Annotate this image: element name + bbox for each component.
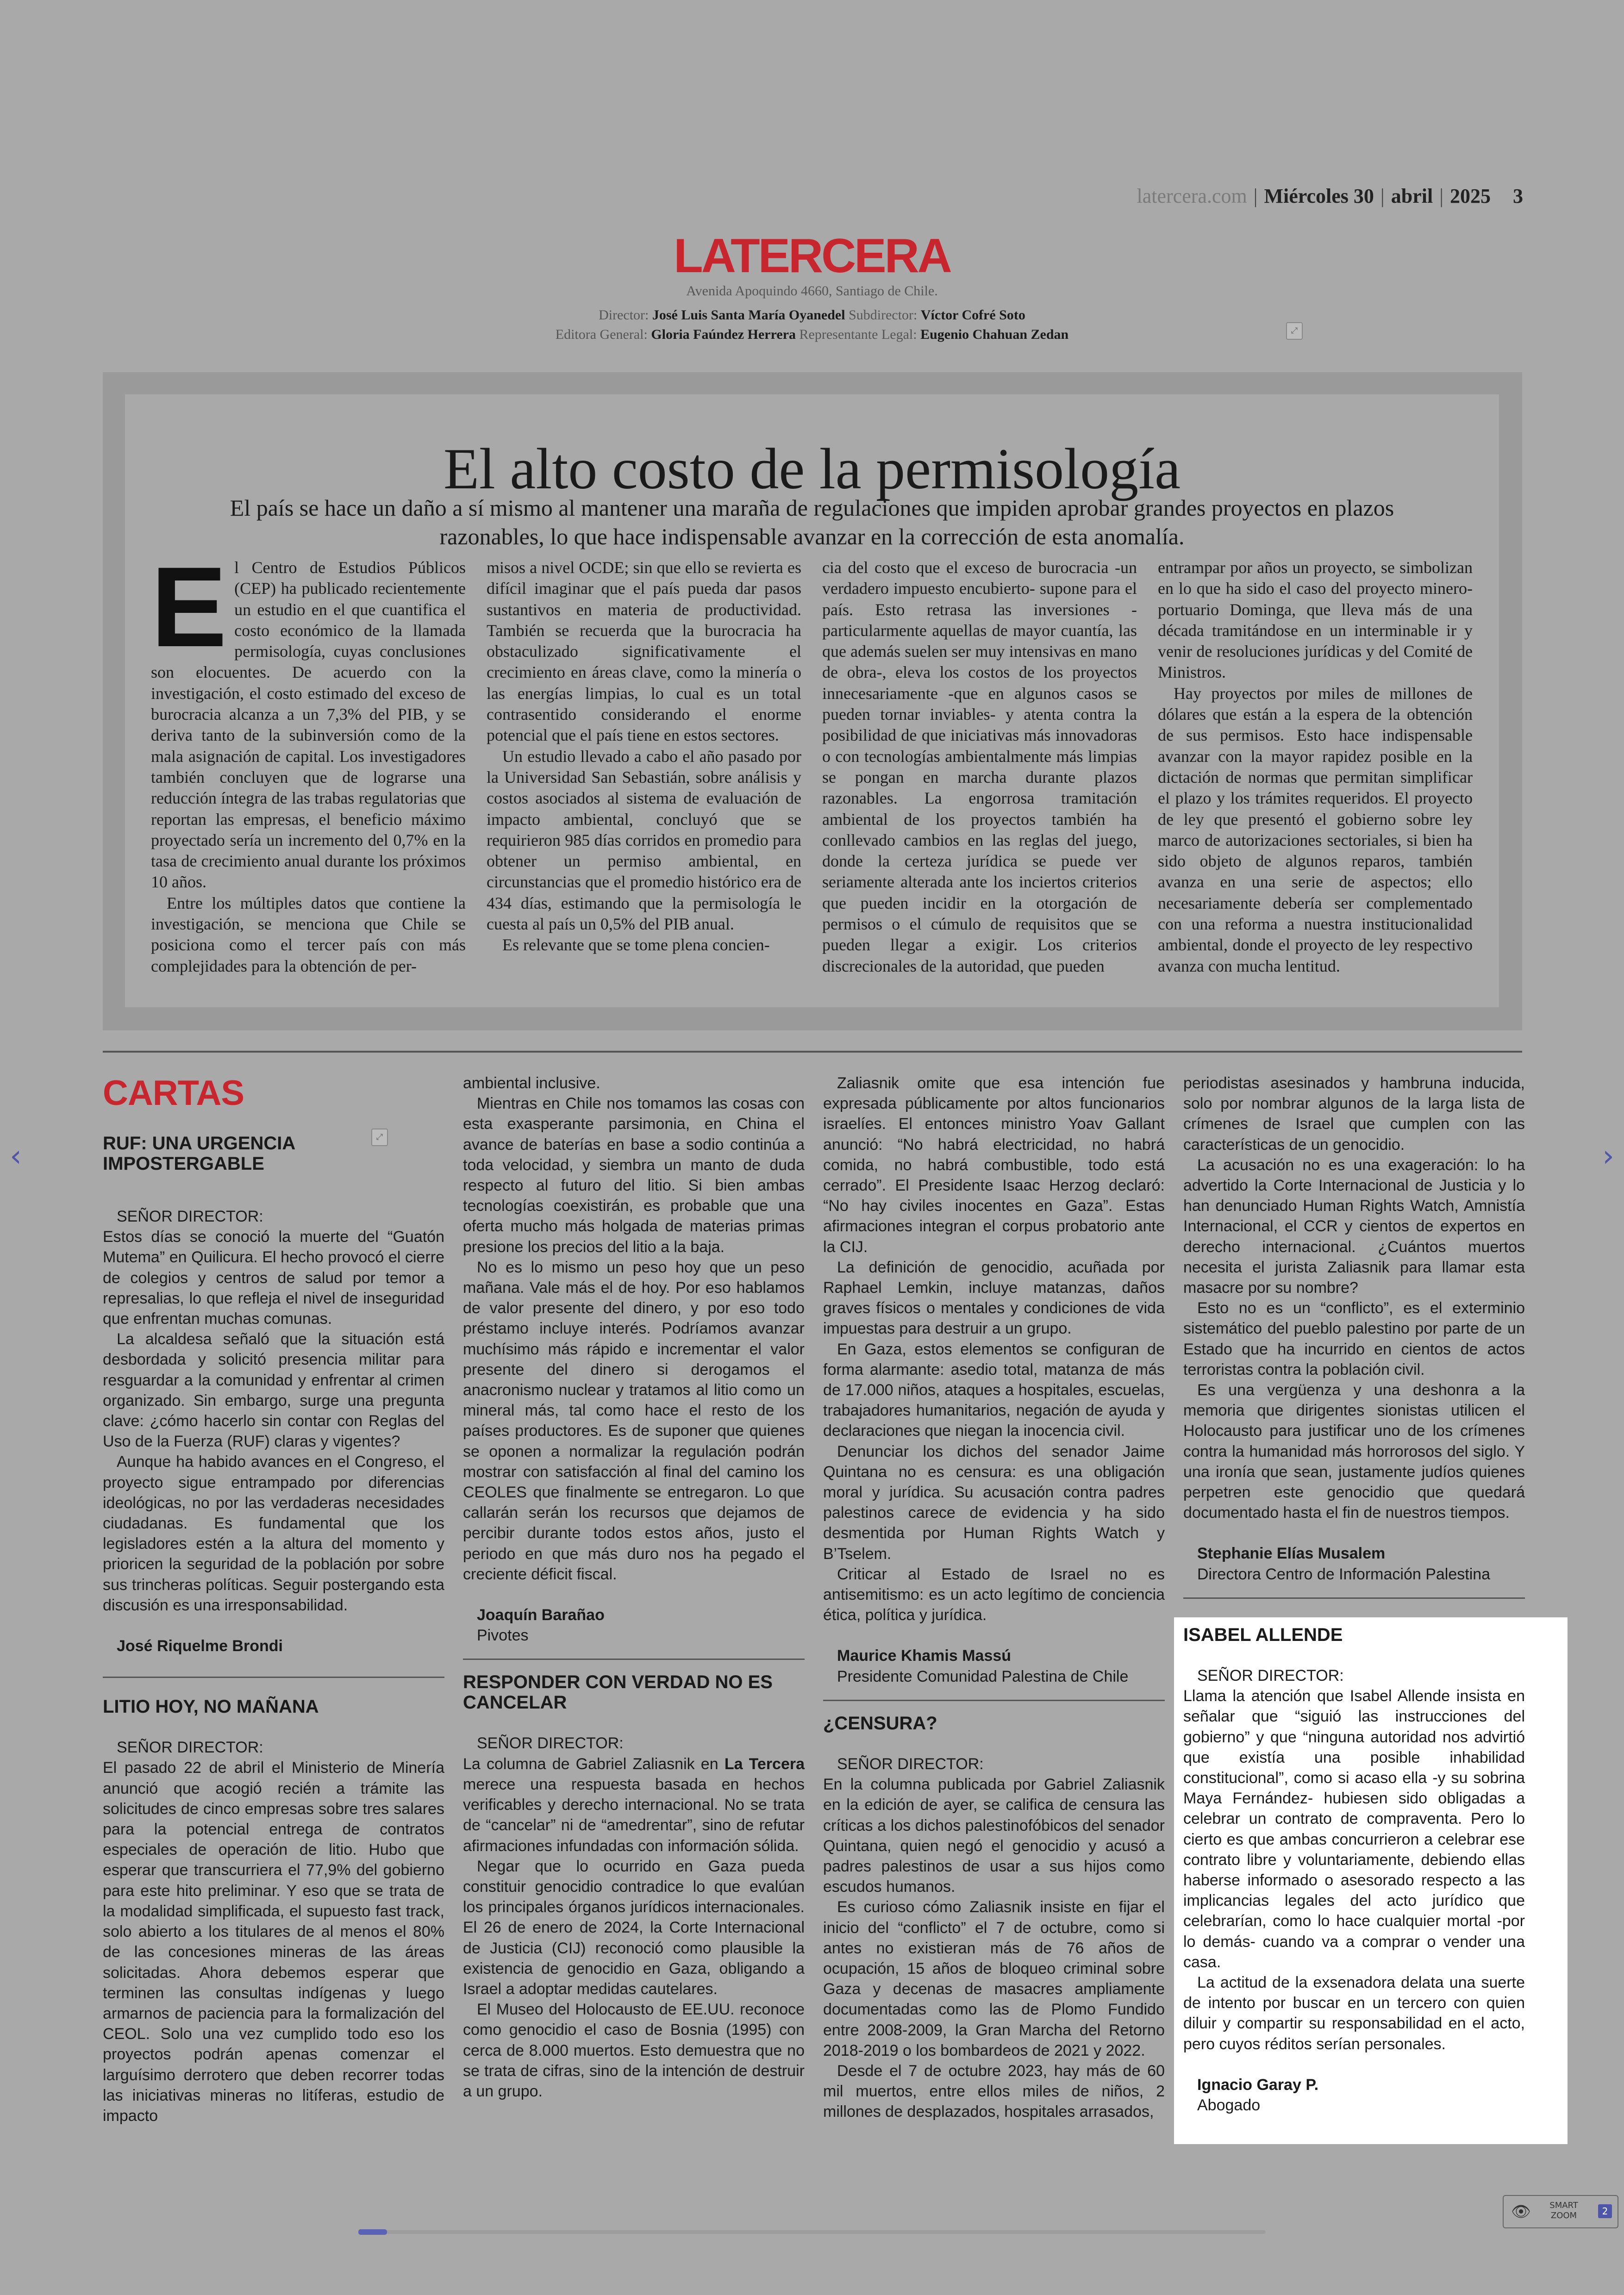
editorial-paragraph: Un estudio llevado a cabo el año pasado por la Universidad San Sebastián, sobre análisis y costos asociados al sistema de evaluación de impacto ambiental, concluyó que se requirieron 985 días corridos en promedio para obtener un permiso ambiental, en circunstancias que el promedio histórico era de 434 días, estimando que la permisología le cuesta al país un 0,5% del PIB anual. bbox=[487, 747, 801, 934]
next-page-button[interactable] bbox=[1594, 1133, 1622, 1179]
letter-signature: José Riquelme Brondi bbox=[117, 1637, 283, 1655]
letters-column-2 bbox=[463, 1073, 805, 2102]
letter-paragraph: La alcaldesa señaló que la situación está desbordada y solicitó presencia militar para resguardar a la comunidad y enfrentar al crimen organizado. Sin embargo, surge una pregunta clave: ¿cómo hacerlo sin contar con Reglas del Uso de la Fuerza (RUF) claras y vigentes? bbox=[103, 1330, 444, 1451]
editorial-subtitle: El país se hace un daño a sí mismo al mantener una maraña de regulaciones que impiden aprobar grandes proyectos en plazos razonables, lo que hace indispensable avanzar en la corrección de esta anomalía. bbox=[230, 495, 1394, 549]
editorial-paragraph: Entre los múltiples datos que contiene la investigación, se menciona que Chile se posiciona como el tercer país con más complejidades para la obtención de per- bbox=[151, 893, 466, 975]
letter-paragraph: ambiental inclusive. bbox=[463, 1074, 600, 1092]
prev-page-button[interactable] bbox=[2, 1133, 30, 1179]
editorial-column-3 bbox=[822, 557, 1137, 1002]
zoom-region-icon[interactable]: ⤢ bbox=[1286, 322, 1303, 340]
chevron-right-icon: › bbox=[1602, 1139, 1614, 1173]
drop-cap: E bbox=[151, 557, 227, 671]
letter-paragraph: periodistas asesinados y hambruna inducida, solo por nombrar algunos de la larga lista de crímenes de Israel que cumplen con las características de un genocidio. bbox=[1183, 1074, 1525, 1154]
letter-paragraph: Zaliasnik omite que esa intención fue expresada públicamente por altos funcionarios israelíes. El entonces ministro Yoav Gallant anunció: “No habrá electricidad, no habrá comida, no habrá combustible, todo está cerrado”. El Presidente Isaac Herzog declaró: “No hay civiles inocentes en Gaza”. Estas afirmaciones integran el corpus probatorio ante la CIJ. bbox=[823, 1074, 1165, 1256]
letters-column-4 bbox=[1183, 1073, 1525, 1599]
section-title-cartas: CARTAS bbox=[103, 1073, 244, 1113]
letter-title: RESPONDER CON VERDAD NO ES CANCELAR bbox=[463, 1672, 773, 1713]
letter-signature: Joaquín Barañao bbox=[477, 1606, 605, 1624]
letter-salutation: SEÑOR DIRECTOR: bbox=[117, 1208, 263, 1225]
smart-zoom-label: ZOOM bbox=[1550, 2211, 1577, 2220]
letter-salutation: SEÑOR DIRECTOR: bbox=[477, 1734, 624, 1752]
smart-zoom-badge: 2 bbox=[1598, 2204, 1612, 2218]
editorial-inner bbox=[125, 394, 1499, 1007]
letter-title: LITIO HOY, NO MAÑANA bbox=[103, 1696, 319, 1717]
letter-paragraph: Denunciar los dichos del senador Jaime Quintana no es censura: es una obligación moral y jurídica. Su acusación contra padres palestinos carece de evidencia y ha sido desmentida por Human Rights Watch y B’Tselem. bbox=[823, 1442, 1165, 1563]
editorial-paragraph: Hay proyectos por miles de millones de dólares que están a la espera de la obtención de sus permisos. Esto hace indispensable avanzar con la mayor rapidez posible en la dictación de normas que permitan simplificar el plazo y los trámites requeridos. El proyecto de ley que presentó el gobierno sobre ley marco de autorizaciones sectoriales, si bien ha sido objeto de algunos reparos, también avanza en una serie de aspectos; ello necesariamente debería ser complementado con una reforma a nuestra institucionalidad ambiental, donde el proyecto de ley respectivo avanza con mucha lentitud. bbox=[1158, 684, 1473, 975]
letter-paragraph: Mientras en Chile nos tomamos las cosas con esta exasperante parsimonia, en China el avance de baterías en base a sodio continúa a toda velocidad, y siembra un manto de duda respecto al futuro del litio. Si bien ambas tecnologías coexistirán, es probable que una oferta mucho más holgada de materias primas presione los precios del litio a la baja. bbox=[463, 1095, 805, 1256]
letter-paragraph: El pasado 22 de abril el Ministerio de Minería anunció que acogió recién a trámite las solicitudes de cinco empresas sobre tres salares para la potencial entrega de contratos especiales de operación de litio. Hubo que esperar que transcurriera el 77,9% del gobierno para este hito preliminar. Y eso que se trata de la modalidad simplificada, el supuesto fast track, solo abierto a los titulares de al menos el 80% de las concesiones mineras de las áreas solicitadas. Ahora debemos esperar que terminen las consultas indígenas y luego armarnos de paciencia para la formalización del CEOL. Solo una vez cumplido todo eso los proyectos podrán apenas comenzar el larguísimo derrotero que deben recorrer todas las iniciativas mineras no litíferas, estudio de impacto bbox=[103, 1759, 444, 2125]
horizontal-scrollbar[interactable] bbox=[358, 2230, 1266, 2234]
letter-paragraph: Es una vergüenza y una deshonra a la memoria que dirigentes sionistas utilicen el Holocausto para justificar uno de los crímenes contra la humanidad más horrorosos del siglo. Y una ironía que sean, justamente judíos quienes perpetren este genocidio que quedará documentado hasta el fin de nuestros tiempos. bbox=[1183, 1381, 1525, 1522]
editorial-column-2 bbox=[487, 557, 801, 1002]
letter-salutation: SEÑOR DIRECTOR: bbox=[837, 1755, 984, 1773]
letter-paragraph: Esto no es un “conflicto”, es el exterminio sistemático del pueblo palestino por parte de un Estado que ha incurrido en cientos de actos terroristas contra la población civil. bbox=[1183, 1299, 1525, 1378]
letter-paragraph: En Gaza, estos elementos se configuran de forma alarmante: asedio total, matanza de más de 17.000 niños, ataques a hospitales, escuelas, trabajadores humanitarios, negación de ayuda y declaraciones que niegan la inocencia civil. bbox=[823, 1340, 1165, 1440]
editorial-paragraph: misos a nivel OCDE; sin que ello se revierta es difícil imaginar que el país pueda dar pasos sustantivos en materia de productividad. También se recuerda que la burocracia ha obstaculizado significativamente el crecimiento en áreas clave, como la minería o las energías limpias, lo cual es un total contrasentido considerando el enorme potencial que el país tiene en estos sectores. bbox=[487, 558, 801, 745]
letter-paragraph: No es lo mismo un peso hoy que un peso mañana. Vale más el de hoy. Por eso hablamos de valor presente del dinero, y por eso todo préstamo incluye interés. Podríamos avanzar muchísimo más rápido e incrementar el valor presente del dinero si derogamos el anacronismo nuclear y tratamos al litio como un mineral más, tal como hace el resto de los países productores. Es de suponer que quienes se oponen a normalizar la regulación podrán mostrar con satisfacción al final del camino los CEOLES que finalmente se entregaron. Lo que callarán serán los recursos que dejamos de percibir durante todos estos años, justo el periodo en que más duro nos ha pegado el creciente déficit fiscal. bbox=[463, 1258, 805, 1583]
editorial-column-4 bbox=[1158, 557, 1473, 1002]
letter-signer-role: Abogado bbox=[1197, 2096, 1261, 2114]
letter-signer-role: Directora Centro de Información Palestina bbox=[1197, 1565, 1491, 1583]
dateline: latercera.com | Miércoles 30 | abril | 2025 3 bbox=[1137, 185, 1523, 207]
letter-paragraph: La definición de genocidio, acuñada por Raphael Lemkin, incluye matanzas, daños graves físicos o mentales y condiciones de vida impuestas para destruir a un grupo. bbox=[823, 1258, 1165, 1338]
letter-paragraph: Negar que lo ocurrido en Gaza pueda constituir genocidio contradice lo que evalúan los principales órganos jurídicos internacionales. El 26 de enero de 2024, la Corte Internacional de Justicia (CIJ) reconoció como plausible la existencia de genocidio en Gaza, obligando a Israel a adoptar medidas cautelares. bbox=[463, 1857, 805, 1998]
newspaper-logo: LATERCERA bbox=[674, 229, 950, 283]
letters-column-4-highlight bbox=[1183, 1625, 1525, 2115]
letter-signer-role: Pivotes bbox=[477, 1627, 529, 1645]
masthead-staff-line-2: Editora General: Gloria Faúndez Herrera Representante Legal: Eugenio Chahuan Zedan bbox=[555, 327, 1069, 342]
letter-salutation: SEÑOR DIRECTOR: bbox=[117, 1739, 263, 1757]
letter-paragraph: Llama la atención que Isabel Allende insista en señalar que “siguió las instrucciones del gobierno” y que “ninguna autoridad nos advirtió que existía una posible inhabilidad constitucional”, como si acaso ella -y su sobrina Maya Fernández- hubiesen sido obligadas a celebrar un contrato de compraventa. Pero lo cierto es que ambas concurrieron a celebrar ese contrato libre y voluntariamente, debiendo ellas haberse informado o asesorado respecto a las implicancias legales del acto jurídico que celebrarían, como lo hace cualquier mortal -por lo demás- cuando va a comprar o vender una casa. bbox=[1183, 1687, 1525, 1971]
letter-paragraph: Es curioso cómo Zaliasnik insiste en fijar el inicio del “conflicto” el 7 de octubre, como si antes no existieran más de 76 años de ocupación, 15 años de bloqueo criminal sobre Gaza y decenas de masacres ampliamente documentadas como las de Plomo Fundido entre 2008-2009, la Gran Marcha del Retorno 2018-2019 o los bombardeos de 2021 y 2022. bbox=[823, 1898, 1165, 2059]
letter-paragraph: Criticar al Estado de Israel no es antisemitismo: es un acto legítimo de conciencia ética, política y jurídica. bbox=[823, 1565, 1165, 1624]
letter-signature: Maurice Khamis Massú bbox=[837, 1647, 1012, 1665]
editora-name: Gloria Faúndez Herrera bbox=[651, 327, 796, 342]
letters-column-1 bbox=[103, 1133, 444, 2126]
editorial-paragraph: entrampar por años un proyecto, se simbolizan en lo que ha sido el caso del proyecto minero-portuario Dominga, que lleva más de una década tramitándose en un interminable ir y venir de resoluciones jurídicas y del Comité de Ministros. bbox=[1158, 558, 1473, 682]
letter-paragraph: Desde el 7 de octubre 2023, hay más de 60 mil muertos, entre ellos miles de niños, 2 millones de desplazados, hospitales arrasados, bbox=[823, 2062, 1165, 2121]
smart-zoom-label: SMART bbox=[1549, 2201, 1578, 2210]
letter-title: ISABEL ALLENDE bbox=[1183, 1625, 1343, 1645]
letter-salutation: SEÑOR DIRECTOR: bbox=[1197, 1667, 1344, 1684]
subdirector-name: Víctor Cofré Soto bbox=[920, 307, 1025, 323]
letter-signature: Stephanie Elías Musalem bbox=[1197, 1545, 1386, 1563]
letter-paragraph: La actitud de la exsenadora delata una suerte de intento por buscar en un tercero con quien diluir y compartir su responsabilidad en el acto, pero cuyos réditos serían personales. bbox=[1183, 1974, 1525, 2053]
letter-signature: Ignacio Garay P. bbox=[1197, 2076, 1319, 2094]
zoom-region-icon[interactable]: ⤢ bbox=[371, 1129, 388, 1146]
masthead-staff-line-1: Director: José Luis Santa María Oyanedel Subdirector: Víctor Cofré Soto bbox=[599, 307, 1025, 323]
page-number: 3 bbox=[1513, 185, 1523, 207]
director-name: José Luis Santa María Oyanedel bbox=[652, 307, 845, 323]
letter-paragraph: Estos días se conoció la muerte del “Guatón Mutema” en Quilicura. El hecho provocó el cierre de colegios y centros de salud por temor a represalias, lo que refleja el nivel de inseguridad que enfrentan muchas comunas. bbox=[103, 1228, 444, 1328]
letters-column-3 bbox=[823, 1073, 1165, 2122]
chevron-left-icon: ‹ bbox=[10, 1139, 22, 1173]
letter-title: RUF: UNA URGENCIA IMPOSTERGABLE bbox=[103, 1133, 295, 1174]
date-year: 2025 bbox=[1450, 185, 1491, 207]
masthead-address: Avenida Apoquindo 4660, Santiago de Chile. bbox=[686, 283, 938, 299]
letter-paragraph: En la columna publicada por Gabriel Zaliasnik en la edición de ayer, se califica de censura las críticas a los dichos palestinofóbicos del senador Quintana, quien negó el genocidio y acusó a padres palestinos de usar a sus hijos como escudos humanos. bbox=[823, 1776, 1165, 1896]
letter-paragraph: La columna de Gabriel Zaliasnik en La Tercera merece una respuesta basada en hechos verificables y derecho internacional. No se trata de “cancelar” ni de “amedrentar”, sino de refutar afirmaciones infundadas con información sólida. bbox=[463, 1755, 805, 1855]
letter-divider bbox=[1183, 1597, 1525, 1599]
section-divider bbox=[103, 1051, 1522, 1053]
editorial-paragraph: l Centro de Estudios Públicos (CEP) ha publicado recientemente un estudio en el que cuantifica el costo económico de la llamada permisología, cuyas conclusiones son elocuentes. De acuerdo con la investigación, el costo estimado del exceso de burocracia alcanza a un 7,3% del PIB, y se deriva tanto de la subinversión como de la mala asignación de capital. Los investigadores también concluyen que de lograrse una reducción íntegra de las trabas regulatorias que reportan las empresas, el beneficio máximo proyectado sería un incremento del 0,7% en la tasa de crecimiento anual durante los próximos 10 años. bbox=[151, 558, 466, 892]
rep-name: Eugenio Chahuan Zedan bbox=[920, 327, 1069, 342]
date-month: abril bbox=[1391, 185, 1433, 207]
letter-signer-role: Presidente Comunidad Palestina de Chile bbox=[837, 1667, 1129, 1685]
scrollbar-thumb[interactable] bbox=[358, 2229, 387, 2235]
letter-title: ¿CENSURA? bbox=[823, 1713, 937, 1734]
editorial-column-1 bbox=[151, 557, 466, 1002]
site-url: latercera.com bbox=[1137, 185, 1247, 207]
editorial-paragraph: cia del costo que el exceso de burocracia -un verdadero impuesto encubierto- supone para el país. Esto retrasa las inversiones -particularmente aquellas de mayor cuantía, las que además suelen ser muy intensivas en mano de obra-, eleva los costos de los proyectos innecesariamente -que en algunos casos se pueden tornar inviables- y atenta contra la posibilidad de que iniciativas más innovadoras o con tecnologías ambientalmente más limpias se pongan en marcha durante plazos razonables. La engorrosa tramitación ambiental de los proyectos también ha conllevado cambios en las reglas del juego, donde la certeza jurídica se puede ver seriamente alterada ante los inciertos criterios que pueden incidir en la otorgación de permisos o el cúmulo de requisitos que se pueden llegar a exigir. Los criterios discrecionales de la autoridad, que pueden bbox=[822, 558, 1137, 975]
smart-zoom-button[interactable] bbox=[1503, 2195, 1618, 2228]
letter-paragraph: La acusación no es una exageración: lo ha advertido la Corte Internacional de Justicia y lo han denunciado Human Rights Watch, Amnistía Internacional, el CCR y cientos de expertos en derecho internacional. ¿Cuántos muertos necesita el jurista Zaliasnik para llamar esta masacre por su nombre? bbox=[1183, 1156, 1525, 1297]
editorial-paragraph: Es relevante que se tome plena concien- bbox=[502, 935, 770, 954]
date-weekday: Miércoles 30 bbox=[1264, 185, 1374, 207]
editorial-title: El alto costo de la permisología bbox=[443, 437, 1181, 501]
eye-icon: 👁 bbox=[1511, 2202, 1531, 2221]
editorial-box[interactable] bbox=[103, 372, 1522, 1030]
letter-paragraph: Aunque ha habido avances en el Congreso, el proyecto sigue entrampado por diferencias ideológicas, no por las verdaderas necesidades ciudadanas. Es fundamental que los legisladores estén a la altura del momento y prioricen la seguridad de la población por sobre sus trincheras políticas. Seguir postergando esta discusión es una irresponsabilidad. bbox=[103, 1453, 444, 1614]
letter-paragraph: El Museo del Holocausto de EE.UU. reconoce como genocidio el caso de Bosnia (1995) con cerca de 8.000 muertos. Esto demuestra que no se trata de cifras, sino de la intención de destruir a un grupo. bbox=[463, 2001, 805, 2100]
